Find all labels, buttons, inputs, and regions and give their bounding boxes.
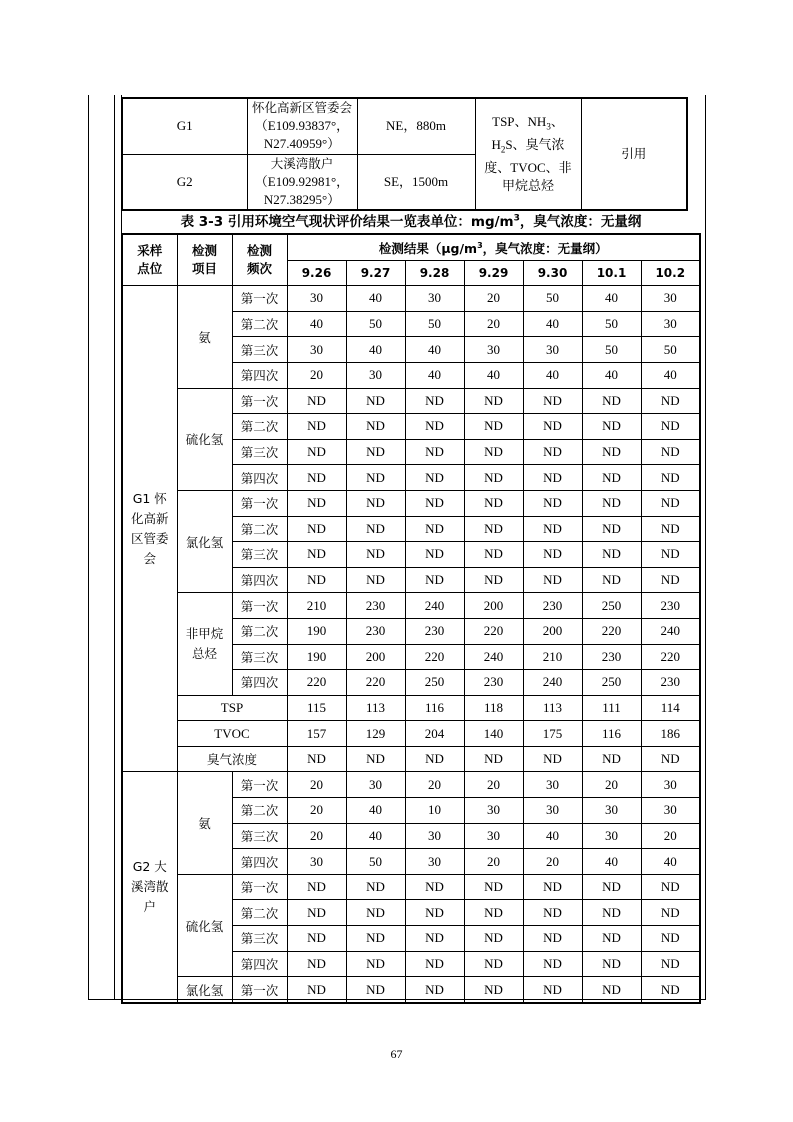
value-cell: 250 [582,670,641,696]
value-cell: 20 [464,849,523,875]
value-cell: ND [346,414,405,440]
value-cell: 50 [641,337,700,363]
value-cell: ND [582,490,641,516]
value-cell: ND [287,516,346,542]
value-cell: 30 [405,823,464,849]
table-row [122,388,700,414]
point-direction: SE，1500m [357,154,475,210]
point-direction: NE，880m [357,98,475,154]
value-cell: 30 [582,798,641,824]
value-cell: ND [346,874,405,900]
value-cell: 240 [405,593,464,619]
value-cell: ND [405,542,464,568]
value-cell: 40 [641,362,700,388]
value-cell: ND [582,746,641,772]
value-cell: 220 [641,644,700,670]
header-row [122,234,700,260]
value-cell: 40 [346,337,405,363]
value-cell: ND [523,926,582,952]
table-caption: 表 3-3 引用环境空气现状评价结果一览表单位：$mg/m^3$，臭气浓度：无量纲 [180,213,642,230]
value-cell: ND [287,926,346,952]
header-result: 检测结果（$\mu g/m^3$，臭气浓度：无量纲） [287,234,700,260]
value-cell: 30 [405,286,464,312]
value-cell: 40 [346,798,405,824]
value-cell: 20 [523,849,582,875]
value-cell: ND [582,465,641,491]
value-cell: ND [287,490,346,516]
value-cell: ND [464,388,523,414]
value-cell: 30 [287,286,346,312]
value-cell: 140 [464,721,523,747]
value-cell: 30 [346,362,405,388]
value-cell: ND [641,900,700,926]
value-cell: ND [287,414,346,440]
value-cell: ND [464,977,523,1003]
value-cell: ND [405,388,464,414]
value-cell: ND [405,951,464,977]
header-frequency: 检测 频次 [232,234,287,286]
value-cell: ND [287,977,346,1003]
frequency-label: 第三次 [232,926,287,952]
value-cell: ND [523,490,582,516]
value-cell: ND [464,746,523,772]
value-cell: 30 [464,823,523,849]
value-cell: 50 [582,337,641,363]
table-row [122,695,700,721]
frequency-label: 第一次 [232,772,287,798]
value-cell: 50 [405,311,464,337]
value-cell: ND [464,490,523,516]
value-cell: ND [346,977,405,1003]
value-cell: ND [641,542,700,568]
value-cell: ND [523,900,582,926]
item-name: TSP [177,695,287,721]
value-cell: ND [523,465,582,491]
value-cell: ND [582,977,641,1003]
value-cell: ND [641,490,700,516]
value-cell: ND [405,900,464,926]
value-cell: 40 [641,849,700,875]
value-cell: 116 [582,721,641,747]
value-cell: ND [523,439,582,465]
value-cell: ND [582,874,641,900]
value-cell: ND [287,746,346,772]
date-header: 9.30 [523,260,582,286]
value-cell: 220 [346,670,405,696]
table-row [122,977,700,1003]
value-cell: 230 [641,670,700,696]
value-cell: 30 [287,849,346,875]
value-cell: 220 [464,618,523,644]
value-cell: ND [641,516,700,542]
value-cell: 30 [523,337,582,363]
value-cell: 113 [346,695,405,721]
value-cell: 40 [405,337,464,363]
value-cell: 10 [405,798,464,824]
value-cell: 118 [464,695,523,721]
frequency-label: 第二次 [232,798,287,824]
value-cell: 240 [641,618,700,644]
value-cell: ND [464,516,523,542]
value-cell: 40 [582,362,641,388]
item-name: 氨 [177,286,232,388]
table-row [122,593,700,619]
value-cell: ND [346,567,405,593]
value-cell: 40 [523,362,582,388]
frequency-label: 第一次 [232,490,287,516]
value-cell: ND [582,516,641,542]
value-cell: ND [523,414,582,440]
value-cell: ND [346,926,405,952]
value-cell: ND [287,439,346,465]
frequency-label: 第二次 [232,516,287,542]
value-cell: ND [346,542,405,568]
value-cell: 30 [405,849,464,875]
value-cell: 50 [346,311,405,337]
value-cell: ND [641,465,700,491]
item-name: 臭气浓度 [177,746,287,772]
data-source: 引用 [581,98,687,210]
value-cell: ND [405,567,464,593]
point-name: 大溪湾散户 （E109.92981°， N27.38295°） [247,154,357,210]
table-row [122,721,700,747]
value-cell: 230 [464,670,523,696]
value-cell: ND [582,542,641,568]
value-cell: ND [405,874,464,900]
value-cell: ND [641,439,700,465]
frequency-label: 第一次 [232,874,287,900]
date-header: 9.26 [287,260,346,286]
value-cell: ND [641,951,700,977]
value-cell: ND [582,414,641,440]
date-header: 10.2 [641,260,700,286]
value-cell: 175 [523,721,582,747]
value-cell: 230 [346,618,405,644]
value-cell: 230 [405,618,464,644]
frequency-label: 第三次 [232,823,287,849]
site-name: G1 怀 化高新 区管委 会 [122,286,177,772]
value-cell: 30 [464,798,523,824]
value-cell: 113 [523,695,582,721]
value-cell: 30 [464,337,523,363]
value-cell: 190 [287,644,346,670]
value-cell: ND [405,977,464,1003]
item-name: 氯化氢 [177,490,232,592]
value-cell: 20 [641,823,700,849]
value-cell: 40 [523,823,582,849]
value-cell: 220 [287,670,346,696]
value-cell: ND [582,951,641,977]
frequency-label: 第四次 [232,670,287,696]
frequency-label: 第二次 [232,618,287,644]
site-name: G2 大 溪湾散 户 [122,772,177,1003]
value-cell: 111 [582,695,641,721]
value-cell: ND [582,567,641,593]
value-cell: ND [641,414,700,440]
value-cell: ND [464,542,523,568]
results-table [121,233,701,1004]
value-cell: 40 [582,286,641,312]
table-row [122,772,700,798]
value-cell: 20 [464,311,523,337]
value-cell: ND [641,567,700,593]
value-cell: 200 [523,618,582,644]
value-cell: 200 [464,593,523,619]
value-cell: 129 [346,721,405,747]
value-cell: 30 [641,311,700,337]
value-cell: ND [641,977,700,1003]
value-cell: 30 [523,798,582,824]
date-header: 10.1 [582,260,641,286]
value-cell: ND [287,567,346,593]
value-cell: ND [405,439,464,465]
value-cell: ND [405,926,464,952]
value-cell: 220 [582,618,641,644]
frequency-label: 第二次 [232,900,287,926]
value-cell: 40 [405,362,464,388]
value-cell: 30 [582,823,641,849]
value-cell: 115 [287,695,346,721]
frequency-label: 第一次 [232,977,287,1003]
value-cell: 30 [641,772,700,798]
item-name: 氨 [177,772,232,874]
value-cell: ND [523,388,582,414]
value-cell: 240 [523,670,582,696]
value-cell: 30 [641,286,700,312]
value-cell: ND [346,516,405,542]
value-cell: ND [523,977,582,1003]
value-cell: ND [523,874,582,900]
value-cell: ND [346,490,405,516]
value-cell: ND [464,439,523,465]
date-header: 9.28 [405,260,464,286]
value-cell: ND [287,542,346,568]
table-row [122,746,700,772]
value-cell: 40 [464,362,523,388]
value-cell: 186 [641,721,700,747]
point-id: G1 [122,98,247,154]
value-cell: 220 [405,644,464,670]
value-cell: ND [523,542,582,568]
frequency-label: 第二次 [232,311,287,337]
value-cell: 20 [287,798,346,824]
value-cell: ND [641,388,700,414]
value-cell: 240 [464,644,523,670]
value-cell: 204 [405,721,464,747]
frequency-label: 第三次 [232,337,287,363]
header-site: 采样 点位 [122,234,177,286]
value-cell: 30 [523,772,582,798]
value-cell: 30 [346,772,405,798]
frequency-label: 第四次 [232,567,287,593]
value-cell: ND [405,490,464,516]
item-name: 硫化氢 [177,388,232,490]
value-cell: 20 [582,772,641,798]
value-cell: 50 [582,311,641,337]
value-cell: 20 [464,286,523,312]
frame-line [114,95,115,1000]
frequency-label: 第四次 [232,951,287,977]
value-cell: ND [582,439,641,465]
value-cell: 230 [641,593,700,619]
point-name: 怀化高新区管委会 （E109.93837°， N27.40959°） [247,98,357,154]
value-cell: 230 [582,644,641,670]
monitor-items: TSP、$NH_3$、 $H_2S$、臭气浓 度、TVOC、非 甲烷总烃 [475,98,581,210]
value-cell: ND [464,874,523,900]
date-header: 9.29 [464,260,523,286]
value-cell: 20 [287,823,346,849]
value-cell: 230 [346,593,405,619]
value-cell: 30 [287,337,346,363]
value-cell: ND [346,465,405,491]
value-cell: 40 [523,311,582,337]
value-cell: 20 [287,772,346,798]
value-cell: 190 [287,618,346,644]
value-cell: 250 [405,670,464,696]
value-cell: 50 [346,849,405,875]
value-cell: 210 [287,593,346,619]
value-cell: ND [405,746,464,772]
frequency-label: 第四次 [232,465,287,491]
frequency-label: 第三次 [232,542,287,568]
value-cell: ND [464,465,523,491]
value-cell: ND [641,874,700,900]
value-cell: 20 [405,772,464,798]
value-cell: ND [287,951,346,977]
value-cell: 40 [346,823,405,849]
item-name: 硫化氢 [177,874,232,976]
value-cell: 40 [287,311,346,337]
frequency-label: 第一次 [232,593,287,619]
table-row [122,490,700,516]
value-cell: ND [523,567,582,593]
value-cell: ND [582,926,641,952]
table-row [122,874,700,900]
value-cell: ND [582,388,641,414]
value-cell: ND [346,388,405,414]
value-cell: 50 [523,286,582,312]
value-cell: ND [287,465,346,491]
frequency-label: 第一次 [232,388,287,414]
value-cell: 20 [464,772,523,798]
value-cell: ND [346,900,405,926]
monitoring-point-table [121,97,688,211]
value-cell: ND [464,414,523,440]
frequency-label: 第三次 [232,439,287,465]
value-cell: 230 [523,593,582,619]
value-cell: ND [405,414,464,440]
value-cell: ND [641,746,700,772]
table-row [122,286,700,312]
item-name: 氯化氢 [177,977,232,1003]
value-cell: 200 [346,644,405,670]
page-number: 67 [390,1047,403,1061]
value-cell: 210 [523,644,582,670]
value-cell: ND [641,926,700,952]
frequency-label: 第一次 [232,286,287,312]
value-cell: 250 [582,593,641,619]
value-cell: ND [287,874,346,900]
value-cell: ND [346,746,405,772]
value-cell: 114 [641,695,700,721]
value-cell: ND [582,900,641,926]
value-cell: 20 [287,362,346,388]
frequency-label: 第四次 [232,849,287,875]
date-header: 9.27 [346,260,405,286]
value-cell: ND [346,439,405,465]
value-cell: 157 [287,721,346,747]
value-cell: ND [464,567,523,593]
value-cell: 40 [582,849,641,875]
value-cell: ND [464,951,523,977]
table-row [122,98,687,154]
value-cell: ND [523,746,582,772]
value-cell: 40 [346,286,405,312]
item-name: TVOC [177,721,287,747]
value-cell: 116 [405,695,464,721]
frequency-label: 第四次 [232,362,287,388]
value-cell: ND [287,900,346,926]
point-id: G2 [122,154,247,210]
item-name: 非甲烷 总烃 [177,593,232,695]
value-cell: 30 [641,798,700,824]
value-cell: ND [464,900,523,926]
frequency-label: 第三次 [232,644,287,670]
value-cell: ND [405,516,464,542]
value-cell: ND [405,465,464,491]
value-cell: ND [523,951,582,977]
value-cell: ND [464,926,523,952]
value-cell: ND [346,951,405,977]
header-item: 检测 项目 [177,234,232,286]
value-cell: ND [287,388,346,414]
frequency-label: 第二次 [232,414,287,440]
value-cell: ND [523,516,582,542]
